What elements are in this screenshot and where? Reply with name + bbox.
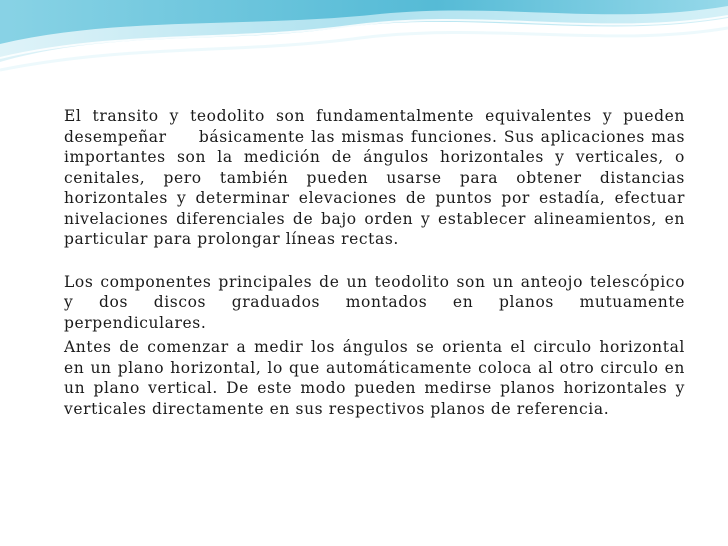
paragraph-medicion-angulos: Antes de comenzar a medir los ángulos se orienta el circulo horizontal en un plano horizontal, lo que automáticamente coloca al otro circulo en un plano vertical. De este modo pueden medirse planos horizontales y verticales directamente en sus respectivos planos de referencia.: [64, 338, 685, 418]
wave-header-decoration: [0, 0, 728, 90]
paragraph-transito-teodolito: El transito y teodolito son fundamentalmente equivalentes y pueden desempeñar básicamente las mismas funciones. Sus aplicaciones mas importantes son la medición de ángulos horizontales y verticales, o cenitales, pero también pueden usarse para obtener distancias horizontales y determinar elevaciones de puntos por estadía, efectuar nivelaciones diferenciales de bajo orden y establecer alineamientos, en particular para prolongar líneas rectas.: [64, 107, 685, 248]
paragraph-componentes: Los componentes principales de un teodolito son un anteojo telescópico y dos discos graduados montados en planos mutuamente perpendiculares.: [64, 272, 685, 332]
text-content: [64, 106, 685, 419]
